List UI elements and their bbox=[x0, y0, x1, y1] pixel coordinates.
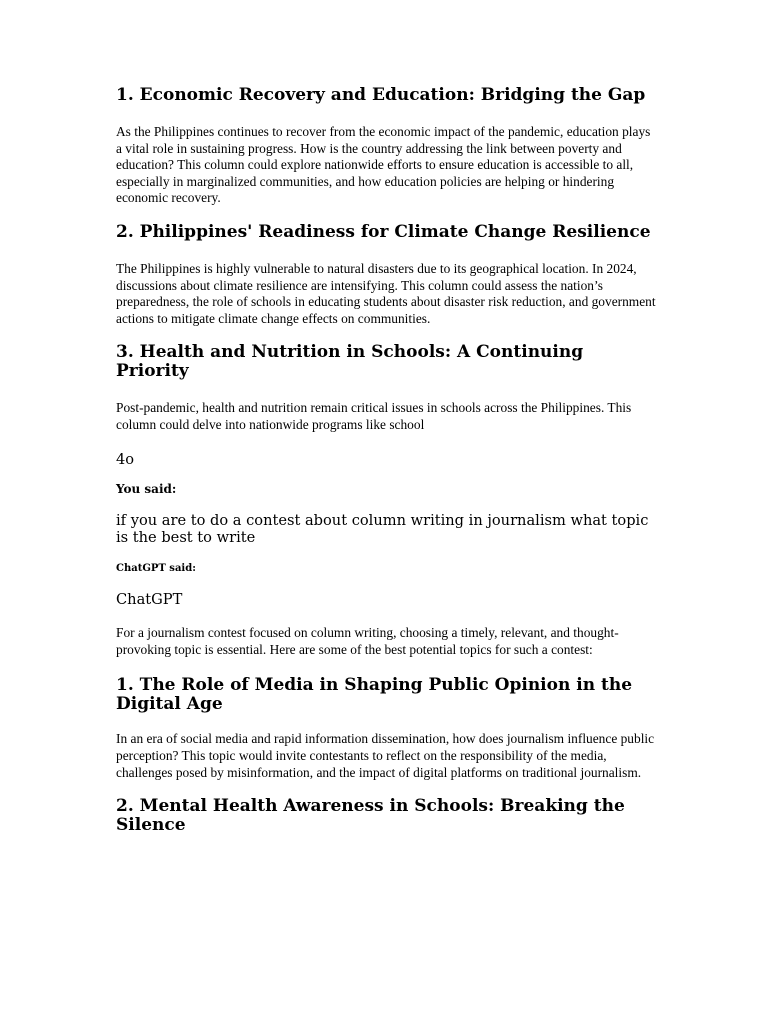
assistant-label: ChatGPT said: bbox=[116, 562, 196, 574]
assistant-intro: For a journalism contest focused on column writing, choosing a timely, relevant, and thought-provoking topic is essential. Here are some of the best potential topics for such a contest: bbox=[116, 625, 619, 657]
user-message: if you are to do a contest about column writing in journalism what topic is the best to write bbox=[116, 511, 649, 547]
section-1-body: As the Philippines continues to recover from the economic impact of the pandemic, education plays a vital role in sustaining progress. How is the country addressing the link between poverty and education? This column could explore nationwide efforts to ensure education is accessible to all, especially in marginalized communities, and how education policies are helping or hindering economic recovery. bbox=[116, 124, 651, 206]
model-tag: 4o bbox=[116, 450, 135, 468]
topic-1-heading: 1. The Role of Media in Shaping Public Opinion in the Digital Age bbox=[116, 675, 633, 715]
topic-1-body: In an era of social media and rapid information dissemination, how does journalism influence public perception? This topic would invite contestants to reflect on the responsibility of the media, challenges posed by misinformation, and the impact of digital platforms on traditional journalism. bbox=[116, 731, 655, 780]
section-1-heading: 1. Economic Recovery and Education: Bridging the Gap bbox=[116, 85, 646, 105]
topic-2-heading: 2. Mental Health Awareness in Schools: Breaking the Silence bbox=[116, 796, 625, 836]
section-2-body: The Philippines is highly vulnerable to natural disasters due to its geographical location. In 2024, discussions about climate resilience are intensifying. This column could assess the nation’s preparedness, the role of schools in educating students about disaster risk reduction, and government actions to mitigate climate change effects on communities. bbox=[116, 260, 656, 326]
assistant-name: ChatGPT bbox=[116, 590, 183, 608]
section-3-body: Post-pandemic, health and nutrition remain critical issues in schools across the Philippines. This column could delve into nationwide programs like school bbox=[116, 400, 632, 432]
section-2-heading: 2. Philippines' Readiness for Climate Change Resilience bbox=[116, 221, 651, 242]
section-3-heading: 3. Health and Nutrition in Schools: A Continuing Priority bbox=[116, 342, 584, 382]
user-label: You said: bbox=[116, 481, 177, 496]
document-page bbox=[116, 86, 656, 835]
